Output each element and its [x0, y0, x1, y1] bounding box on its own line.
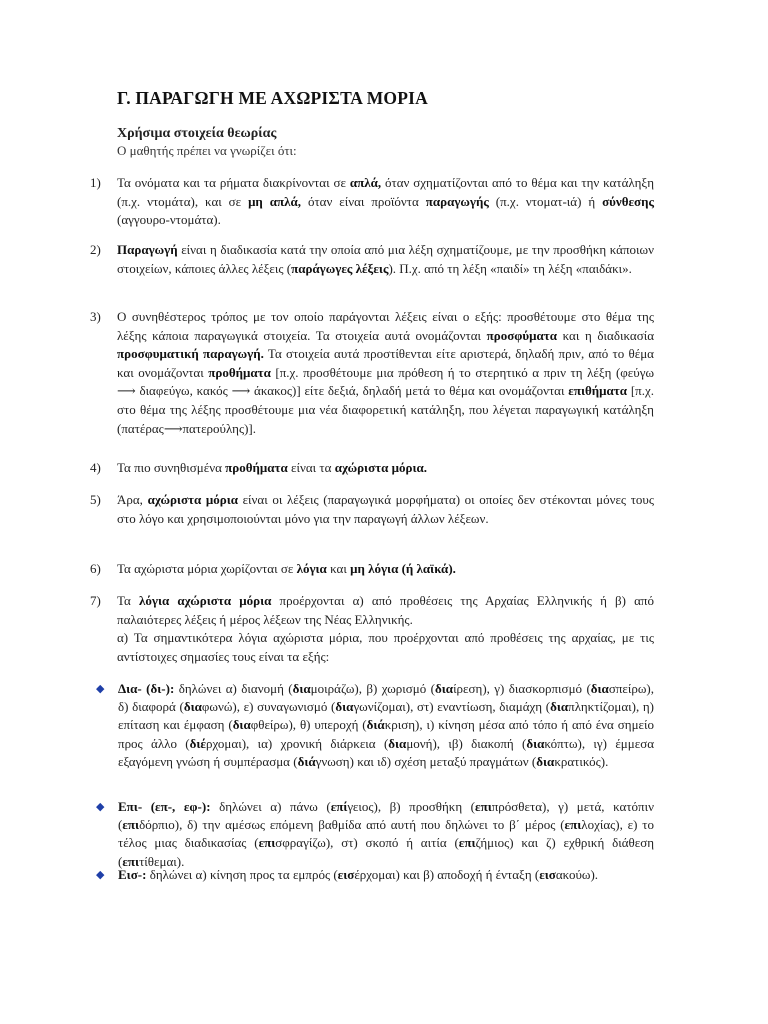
text-run: και η διαδικασία: [557, 327, 655, 343]
text-run: φωνώ), ε) συναγωνισμό (: [201, 699, 336, 715]
diamond-bullet-icon: ◆: [96, 869, 105, 881]
bold-run: δια: [435, 681, 454, 696]
item-number: 6): [90, 561, 101, 576]
list-item: [90, 459, 654, 478]
text-run: ). Π.χ. από τη λέξη «παιδί» τη λέξη «παιδάκι».: [388, 260, 632, 276]
bold-run: λόγια: [296, 561, 327, 576]
bold-run: δια: [232, 717, 251, 733]
text-run: δηλώνει α) κίνηση προς τα εμπρός (: [146, 867, 338, 882]
bold-run: προθήματα: [225, 460, 288, 475]
text-run: γωνίζομαι), στ) εναντίωση, διαμάχη (: [353, 699, 551, 715]
bold-run: διέ: [189, 735, 206, 751]
bullet-item: [96, 680, 654, 771]
text-run: όταν σχηματίζονται από το θέμα και την κατάληξη (π.χ. ντομάτα), και σε: [117, 175, 654, 209]
text-run: γειος), β) προσθήκη (: [347, 799, 476, 814]
bold-run: αχώριστα μόρια: [147, 492, 238, 507]
bold-run: μη απλά,: [248, 193, 302, 209]
bold-run: αχώριστα μόρια.: [334, 460, 428, 475]
list-item: [90, 491, 654, 528]
text-run: φθείρω), θ) υπεροχή (: [250, 717, 367, 733]
bold-run: επι: [458, 835, 476, 851]
bold-run: σύνθεσης: [602, 193, 654, 209]
bold-run: επιθήματα: [568, 383, 628, 399]
diamond-bullet-icon: ◆: [96, 683, 105, 695]
text-run: Τα στοιχεία αυτά προστίθενται είτε αριστερά, δηλαδή πριν, από το θέμα και ονομάζονται: [117, 346, 654, 380]
text-run: προέρχονται α) από προθέσεις της Αρχαίας Ελληνικής ή β) από παλαιότερες λέξεις ή μέρος λέξεων της Νέας Ελληνικής.: [117, 593, 654, 627]
bold-run: δια: [536, 753, 555, 769]
text-run: (αγγουρο-ντομάτα).: [117, 212, 221, 228]
bold-run: δια: [183, 699, 202, 715]
item-number: 3): [90, 309, 101, 324]
list-item: [90, 241, 654, 278]
diamond-bullet-icon: ◆: [96, 801, 105, 813]
bold-run: διά: [297, 753, 316, 769]
item-number: 1): [90, 175, 101, 190]
text-run: ζήμιος) και ζ) εχθρική διάθεση (: [118, 835, 654, 869]
text-run: Άρα,: [117, 492, 148, 507]
text-run: Ο συνηθέστερος τρόπος με τον οποίο παράγονται λέξεις είναι ο εξής: προσθέτουμε στο θέμα της λέξης κάποια παραγωγικά στοιχεία. Τα στοιχεία αυτά ονομάζονται: [117, 309, 654, 343]
text-run: και: [326, 561, 351, 576]
text-run: μοιράζω), β) χωρισμό (: [310, 681, 436, 696]
item-text: [117, 592, 654, 629]
text-run: ακούω).: [555, 867, 599, 882]
item-text: [117, 560, 654, 579]
bullet-text: [118, 798, 654, 871]
text-run: είναι τα: [287, 460, 335, 475]
list-item: [90, 308, 654, 438]
text-run: κριση), ι) κίνηση μέσα από τόπο ή από ένα σημείο προς άλλο (: [118, 717, 655, 751]
bold-run: μη λόγια (ή λαϊκά).: [350, 561, 456, 576]
text-run: κρατικός).: [554, 753, 609, 769]
bold-run: προσφυματική παραγωγή.: [117, 346, 264, 362]
bold-run: επι: [122, 817, 140, 833]
bold-run: Δια- (δι-):: [118, 681, 175, 696]
text-run: γνωση) και ιδ) σχέση μεταξύ πραγμάτων (: [315, 753, 537, 769]
text-run: Τα ονόματα και τα ρήματα διακρίνονται σε: [117, 175, 350, 190]
bold-run: προσφύματα: [486, 327, 558, 343]
text-run: είναι οι λέξεις (παραγωγικά μορφήματα) οι οποίες δεν στέκονται μόνες τους στο λόγο και χρησιμοποιούνται μόνο για την παραγωγή άλλων λέξεων.: [117, 492, 654, 526]
text-run: ρχομαι), ια) χρονική διάρκεια (: [205, 735, 389, 751]
text-run: σφραγίζω), στ) σκοπό ή αιτία (: [275, 835, 459, 851]
bullet-text: [118, 866, 654, 884]
text-run: δηλώνει α) πάνω (: [210, 799, 331, 814]
text-run: [π.χ. προσθέτουμε μια πρόθεση ή το στερητικό α πριν τη λέξη (φεύγω ⟶ διαφεύγω, κακός ⟶ άκακος)] είτε δεξιά, δηλαδή μετά το θέμα και ονομάζονται: [117, 364, 654, 399]
text-run: δηλώνει α) διανομή (: [174, 681, 293, 696]
bold-run: δια: [550, 699, 569, 715]
text-run: πρόσθετα), γ) μετά, κατόπιν (: [118, 799, 654, 833]
text-run: είναι η διαδικασία κατά την οποία από μια λέξη σχηματίζουμε, με την προσθήκη κάποιων στοιχείων, κάποιες άλλες λέξεις (: [117, 242, 654, 276]
intro-text: Ο μαθητής πρέπει να γνωρίζει ότι:: [117, 143, 297, 158]
text-run: [π.χ. στο θέμα της λέξης προσθέτουμε μια νέα διαφορετική κατάληξη, που λέγεται παραγωγική κατάληξη (πατέρας⟶πατερούλης)].: [117, 383, 654, 436]
section-heading: Χρήσιμα στοιχεία θεωρίας: [117, 126, 277, 141]
bold-run: Εισ-:: [118, 867, 147, 882]
text-run: Τα αχώριστα μόρια χωρίζονται σε: [117, 561, 297, 576]
text-run: σπείρω), δ) διαφορά (: [118, 681, 654, 715]
item-text: [117, 241, 654, 278]
text-run: μονή), ιβ) διακοπή (: [406, 735, 527, 751]
bold-run: δια: [590, 681, 609, 696]
bold-run: δια: [526, 735, 545, 751]
bold-run: επι: [258, 835, 276, 851]
bold-run: επί: [330, 799, 348, 814]
bold-run: εισ: [337, 867, 355, 882]
bullet-item: [96, 798, 654, 871]
item-text: [117, 491, 654, 528]
list-item: [90, 592, 654, 666]
text-run: δόρπιο), δ) την αμέσως επόμενη βαθμίδα από αυτή που δηλώνει το β΄ μέρος (: [139, 817, 565, 833]
bold-run: δια: [335, 699, 354, 715]
item-number: 7): [90, 593, 101, 608]
bold-run: εισ: [539, 867, 556, 882]
item-number: 2): [90, 242, 101, 257]
text-run: Τα πιο συνηθισμένα: [117, 460, 226, 475]
text-run: Τα: [117, 593, 140, 608]
bold-run: επι: [475, 799, 492, 814]
item-text: [117, 459, 654, 478]
text-run: όταν είναι προϊόντα: [301, 193, 426, 209]
bold-run: διά: [366, 717, 385, 733]
bold-run: Επι- (επ-, εφ-):: [118, 799, 211, 814]
bold-run: παράγωγες λέξεις: [291, 260, 389, 276]
bullet-text: [118, 680, 654, 771]
text-run: πληκτίζομαι), η) επίταση και έμφαση (: [118, 699, 654, 733]
item-continuation: α) Τα σημαντικότερα λόγια αχώριστα μόρια, που προέρχονται από προθέσεις της αρχαίας, με τις αντίστοιχες σημασίες τους είναι τα εξής:: [117, 630, 654, 664]
bold-run: Παραγωγή: [117, 242, 178, 257]
text-run: (π.χ. ντοματ-ιά) ή: [488, 193, 603, 209]
item-number: 5): [90, 492, 101, 507]
bold-run: παραγωγής: [425, 193, 489, 209]
item-number: 4): [90, 460, 101, 475]
bullet-item: [96, 866, 654, 884]
list-item: [90, 174, 654, 230]
bold-run: λόγια αχώριστα μόρια: [139, 593, 272, 608]
bold-run: επι: [564, 817, 582, 833]
text-run: κόπτω), ιγ) έμμεσα εξαγόμενη γνώση ή συμπέρασμα (: [118, 735, 655, 769]
text-run: έρχομαι) και β) αποδοχή ή ένταξη (: [354, 867, 540, 882]
item-text: [117, 174, 654, 230]
text-run: τίθεμαι).: [139, 853, 185, 869]
bold-run: προθήματα: [208, 364, 271, 380]
bold-run: απλά,: [349, 175, 382, 190]
item-text: [117, 308, 654, 438]
list-item: [90, 560, 654, 579]
bold-run: δια: [292, 681, 311, 696]
bold-run: επι: [122, 853, 140, 869]
text-run: ίρεση), γ) διασκορπισμό (: [453, 681, 591, 696]
page-title: Γ. ΠΑΡΑΓΩΓΗ ΜΕ ΑΧΩΡΙΣΤΑ ΜΟΡΙΑ: [117, 88, 428, 108]
text-run: λοχίας), ε) το τέλος μιας διαδικασίας (: [118, 817, 654, 851]
bold-run: δια: [388, 735, 407, 751]
